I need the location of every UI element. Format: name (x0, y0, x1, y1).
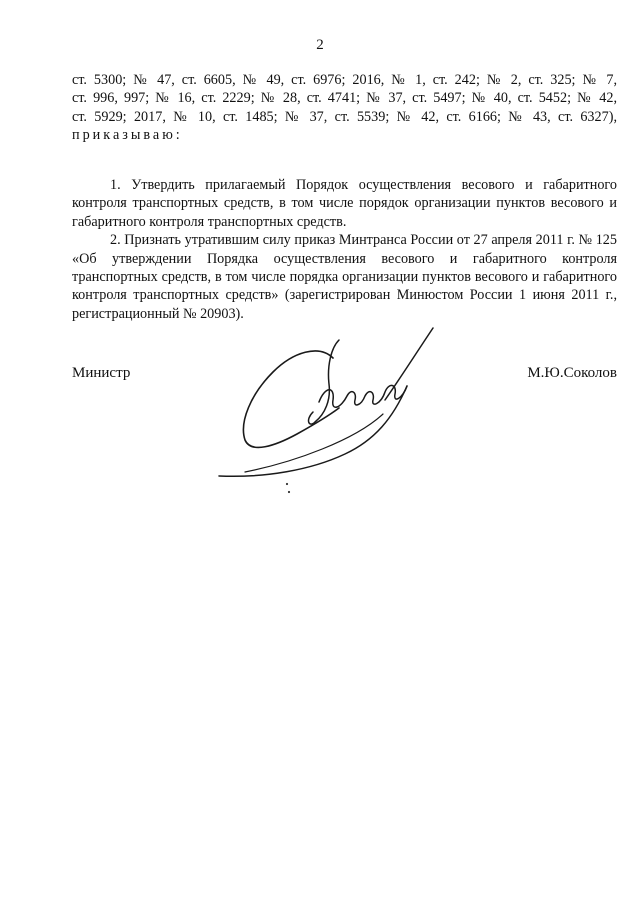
handwritten-signature (215, 322, 445, 502)
order-items (72, 176, 617, 323)
signature-stroke (219, 386, 407, 476)
signature-stroke (243, 351, 339, 447)
intro-line: ст. 5300; № 47, ст. 6605, № 49, ст. 6976; 2016, № 1, ст. 242; № 2, ст. 325; № 7, (72, 72, 617, 88)
signature-stroke (319, 385, 407, 407)
position-title: Министр (72, 365, 131, 381)
order-word: приказываю: (72, 127, 183, 144)
order-item-2: 2. Признать утратившим силу приказ Минтранса России от 27 апреля 2011 г. № 125 «Об утверждении Порядка осуществления весового и габаритного контроля транспортных средств, в том числе порядка организации пунктов весового и габаритного контроля транспортных средств» (зарегистрирован Минюстом России 1 июня 2011 г., регистрационный № 20903). (72, 232, 617, 322)
intro-text (72, 71, 617, 145)
signer-name: М.Ю.Соколов (527, 365, 617, 381)
intro-line: ст. 996, 997; № 16, ст. 2229; № 28, ст. 4741; № 37, ст. 5497; № 40, ст. 5452; № 42, (72, 90, 617, 107)
page-number: 2 (316, 37, 324, 53)
order-item-1: 1. Утвердить прилагаемый Порядок осуществления весового и габаритного контроля транспортных средств, в том числе порядок организации пунктов весового и габаритного контроля транспортных средств. (72, 177, 617, 230)
signature-stroke (385, 328, 433, 400)
intro-line: ст. 5929; 2017, № 10, ст. 1485; № 37, ст. 5539; № 42, ст. 6166; № 43, ст. 6327), (72, 108, 617, 125)
